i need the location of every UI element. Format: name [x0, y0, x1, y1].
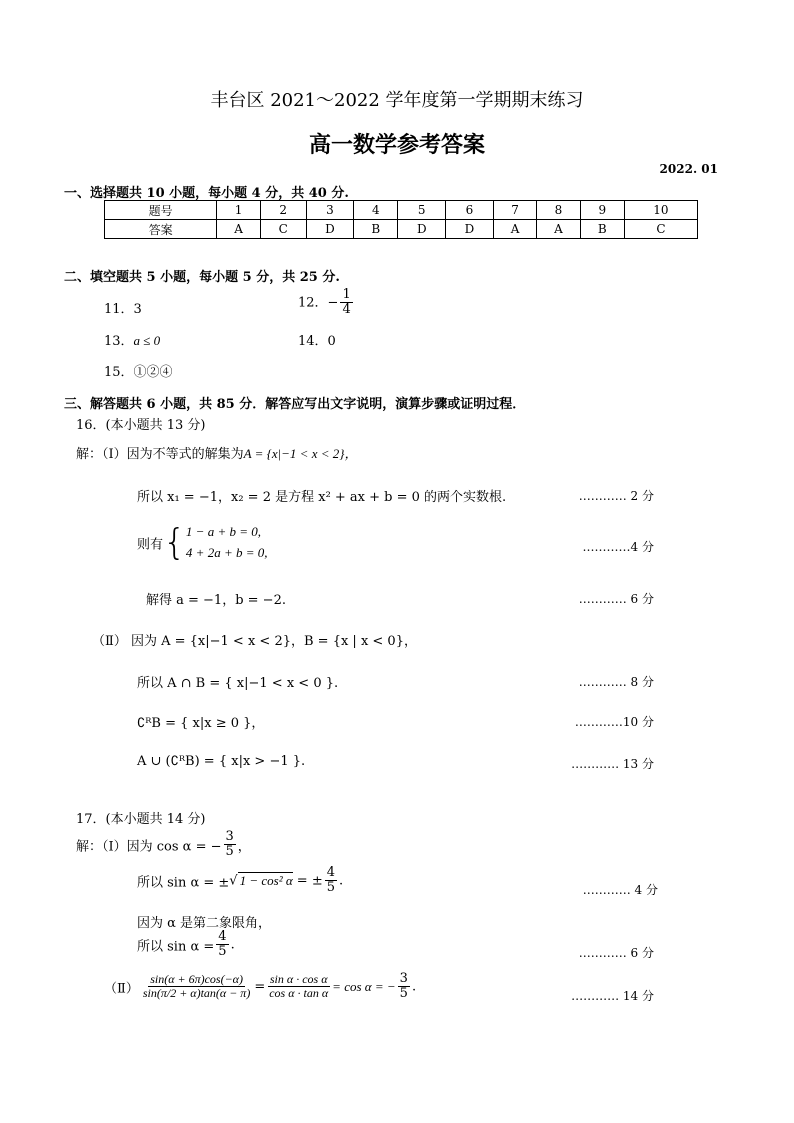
q17-line4 — [137, 930, 235, 960]
table-row — [105, 220, 698, 239]
equation: 1 − a + b = 0, — [185, 524, 261, 539]
q17-title: 17．(本小题共 14 分) — [76, 812, 206, 827]
q17-points-4: ………… 4 分 — [582, 883, 658, 897]
section1-heading: 一、选择题共 10 小题，每小题 4 分，共 40 分. — [64, 186, 349, 201]
table-cell: C — [260, 220, 306, 239]
fraction — [340, 288, 352, 318]
table-cell: D — [446, 220, 494, 239]
fraction — [141, 973, 252, 1000]
answer-12-sign: − — [327, 295, 339, 311]
fraction — [398, 972, 410, 1002]
q16-line5: （Ⅱ） 因为 A = {x|−1 < x < 2}，B = {x | x < 0}， — [92, 634, 417, 649]
table-cell: 5 — [398, 201, 446, 220]
radical-glyph: √ — [229, 873, 238, 889]
text: 解：（Ⅰ）因为不等式的解集为 — [76, 447, 244, 462]
table-cell: 4 — [354, 201, 398, 220]
table-cell: 9 — [580, 201, 624, 220]
radicand: 1 − cos² α — [239, 872, 293, 888]
numerator: 3 — [399, 971, 408, 986]
table-cell: A — [493, 220, 536, 239]
equation-system — [186, 522, 268, 564]
numerator: 3 — [225, 829, 234, 844]
answer-13 — [104, 330, 160, 349]
text: . — [411, 979, 417, 995]
answer-14: 14．0 — [298, 334, 336, 349]
q16-points-8: ………… 8 分 — [578, 675, 654, 689]
text: ， — [237, 839, 251, 855]
table-cell: C — [624, 220, 697, 239]
document-subtitle: 高一数学参考答案 — [308, 132, 485, 158]
fraction — [216, 930, 228, 960]
answer-11: 11．3 — [104, 302, 142, 317]
section2-heading: 二、填空题共 5 小题，每小题 5 分，共 25 分. — [64, 270, 340, 285]
q16-points-4: …………4 分 — [582, 540, 654, 554]
table-cell: 10 — [624, 201, 697, 220]
text: . — [230, 937, 235, 953]
denominator: 5 — [326, 880, 336, 896]
q16-points-6: ………… 6 分 — [578, 592, 654, 606]
table-cell: 2 — [260, 201, 306, 220]
numerator: sin(α + 6π)cos(−α) — [150, 972, 243, 987]
table-cell: B — [580, 220, 624, 239]
table-cell: 1 — [217, 201, 260, 220]
fraction — [267, 973, 330, 1000]
table-cell: 3 — [306, 201, 354, 220]
q16-line7: ∁ᴿB = { x|x ≥ 0 }， — [137, 716, 265, 731]
q16-points-13: ………… 13 分 — [571, 757, 654, 771]
equation: 4 + 2a + b = 0, — [185, 545, 268, 560]
table-cell: D — [306, 220, 354, 239]
text: . — [339, 873, 344, 889]
numerator: 4 — [218, 929, 227, 944]
q16-line1 — [76, 443, 357, 462]
q16-line2: 所以 x₁ = −1，x₂ = 2 是方程 x² + ax + b = 0 的两个实数根. — [137, 490, 507, 505]
text: 所以 sin α = — [137, 939, 215, 955]
denominator: cos α · tan α — [269, 986, 329, 1001]
q16-line6: 所以 A ∩ B = { x|−1 < x < 0 }. — [137, 676, 339, 691]
q17-points-6: ………… 6 分 — [578, 946, 654, 960]
table-cell: A — [217, 220, 260, 239]
fraction — [224, 830, 236, 860]
q16-points-2: ………… 2 分 — [578, 489, 654, 503]
q17-points-14: ………… 14 分 — [571, 989, 654, 1003]
document-title: 丰台区 2021～2022 学年度第一学期期末练习 — [210, 90, 584, 111]
table-row — [105, 201, 698, 220]
numerator: 1 — [342, 287, 351, 302]
q16-line8: A ∪ (∁ᴿB) = { x|x > −1 }. — [137, 754, 306, 769]
answer-12 — [298, 288, 355, 318]
denominator: sin(π/2 + α)tan(α − π) — [142, 986, 251, 1001]
table-cell: B — [354, 220, 398, 239]
answer-13-label: 13． — [104, 334, 134, 349]
answer-table — [104, 200, 698, 239]
q17-line3: 因为 α 是第二象限角， — [137, 916, 272, 931]
numerator: 4 — [326, 865, 336, 880]
brace-glyph: { — [163, 522, 186, 563]
q17-line1 — [76, 830, 251, 860]
text: 则有 — [137, 537, 164, 553]
fraction — [325, 866, 337, 896]
section3-heading: 三、解答题共 6 小题，共 85 分．解答应写出文字说明，演算步骤或证明过程． — [64, 397, 526, 412]
text: 解：（Ⅰ）因为 cos α = − — [76, 839, 222, 855]
document-date: 2022. 01 — [659, 162, 718, 176]
text: = cos α = − — [332, 978, 396, 994]
table-cell: D — [398, 220, 446, 239]
denominator: 5 — [399, 986, 408, 1002]
q16-line3 — [137, 522, 268, 564]
denominator: 5 — [225, 844, 234, 860]
q17-line2 — [137, 866, 343, 896]
table-cell: 6 — [446, 201, 494, 220]
text: = — [254, 979, 266, 995]
q16-title: 16．(本小题共 13 分) — [76, 418, 206, 433]
q16-points-10: …………10 分 — [574, 715, 654, 729]
answer-13-value: a ≤ 0 — [133, 333, 161, 348]
answer-12-label: 12． — [298, 295, 328, 311]
answer-15: 15．①②④ — [104, 365, 173, 380]
text: 所以 sin α = ± — [137, 875, 230, 891]
table-cell: 7 — [493, 201, 536, 220]
table-cell: 8 — [537, 201, 580, 220]
denominator: 4 — [342, 302, 351, 318]
q16-line4: 解得 a = −1，b = −2. — [146, 593, 286, 608]
row-label: 题号 — [105, 201, 217, 220]
q17-line5 — [104, 972, 416, 1002]
table-cell: A — [537, 220, 580, 239]
math: A = {x|−1 < x < 2}， — [243, 446, 358, 461]
numerator: sin α · cos α — [269, 972, 328, 987]
denominator: 5 — [218, 944, 227, 960]
text: = ± — [292, 873, 323, 889]
row-label: 答案 — [105, 220, 217, 239]
text: （Ⅱ） — [104, 981, 139, 997]
